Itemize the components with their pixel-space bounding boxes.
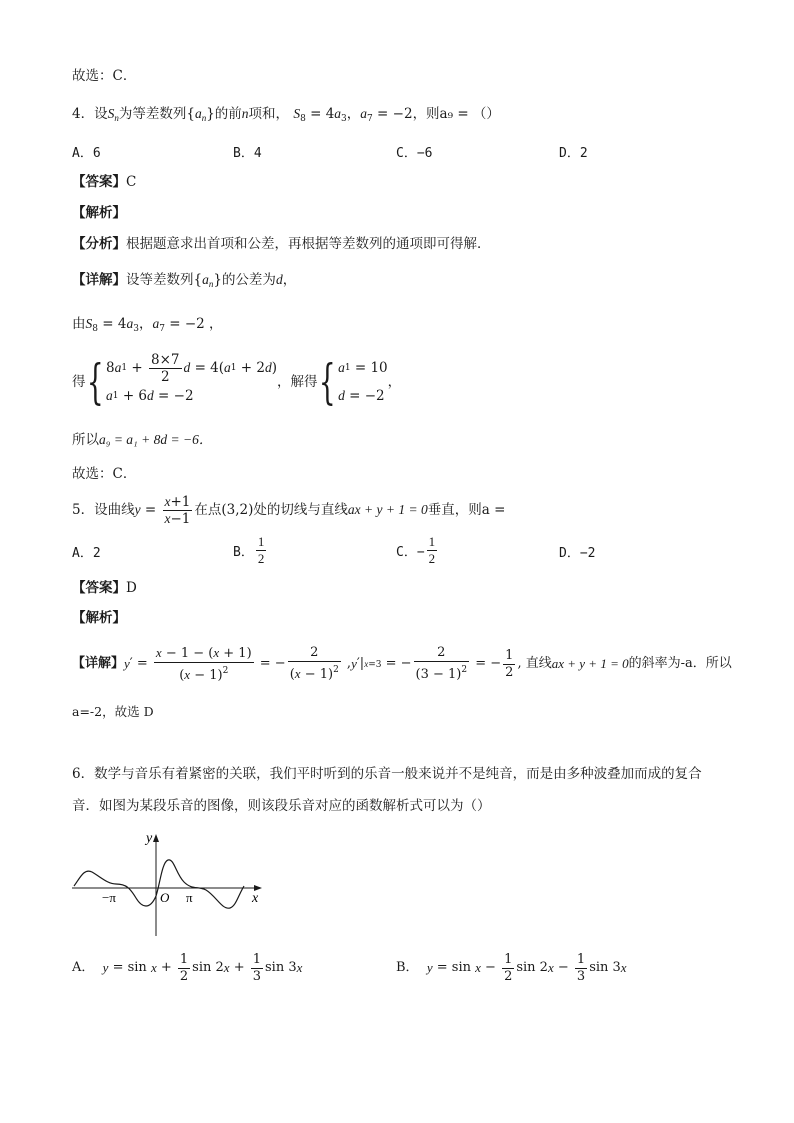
q5-option-b: B． $\frac{1}{2}$	[233, 534, 265, 566]
y-axis-label: y	[146, 831, 153, 846]
q4-option-b: B．4	[233, 146, 262, 161]
q5-analysis-label: 【解析】	[72, 610, 126, 626]
q5-option-c: C．− $\frac{1}{2}$	[396, 534, 436, 566]
q5-detail-conclusion: a=-2，故选 D	[72, 704, 154, 719]
q4-option-a: A．6	[72, 146, 101, 161]
q4-option-d: D．2	[559, 146, 588, 161]
x-axis-label: x	[252, 891, 259, 906]
q3-conclusion: 故选：C．	[72, 68, 137, 84]
q4-detail: 【详解】设等差数列$\{a_n\}$的公差为d，	[72, 272, 297, 289]
neg-pi-label: −π	[102, 890, 116, 905]
q4-equation-system: 得 { 8 a 1 + $\frac{8\times 7}{2}$ d = 4( a 1 + 2 d ) a 1 + 6 d = −2 ，解得 { a 1 = 10 d = −2 ，	[72, 351, 402, 410]
origin-label: O	[160, 890, 170, 905]
q5-stem: 5．设曲线 y = $\frac{x+1}{x-1}$ 在点 (3,2) 处的切线与直线 ax + y + 1 = 0 垂直，则a =	[72, 493, 506, 527]
q4-analysis-label: 【解析】	[72, 205, 126, 221]
pi-label: π	[186, 890, 193, 905]
q4-option-c: C．−6	[396, 146, 433, 161]
q6-option-b: B． y = sin x − $\frac{1}{2}$ sin 2 x − $\frac{1}{3}$ sin 3 x	[396, 951, 627, 984]
q4-given: 由$S_8 = 4a_3$，$a_7 = -2$ ，	[72, 316, 223, 334]
q6-waveform-graph	[72, 826, 272, 938]
q6-stem-line1: 6．数学与音乐有着紧密的关联，我们平时听到的乐音一般来说并不是纯音，而是由多种波叠加而成的复合	[72, 766, 702, 782]
y-axis-arrow	[153, 834, 159, 842]
q4-conclusion: 故选：C．	[72, 466, 137, 482]
q4-stem: 4．设$S_n$为等差数列$\{a_n\}$的前n项和， $S_8 = 4a_3$，$a_7 = -2$，则a₉ = （）	[72, 106, 500, 124]
q4-result: 所以a₉ = a₁ + 8d = −6．	[72, 432, 213, 448]
q4-fenxi: 【分析】根据题意求出首项和公差，再根据等差数列的通项即可得解．	[72, 236, 491, 252]
q5-option-d: D．−2	[559, 546, 596, 561]
waveform-curve	[74, 860, 244, 908]
q6-option-a: A． y = sin x + $\frac{1}{2}$ sin 2 x + $\frac{1}{3}$ sin 3 x	[72, 951, 303, 984]
q4-answer: 【答案】C	[72, 174, 137, 190]
q5-option-a: A．2	[72, 546, 101, 561]
q5-detail: 【详解】 y ′ = $\frac{x - 1 - (x + 1)}{(x - 1)^2}$ = − $\frac{2}{(x - 1)^2}$ , y ′| x=3 = − $\frac{2}{(3 - 1)^2}$ = − $\frac{1}{2}$ , 直线 ax + y + 1 = 0 的斜率为-a．所以	[72, 644, 732, 683]
q6-stem-line2: 音．如图为某段乐音的图像，则该段乐音对应的函数解析式可以为（）	[72, 798, 491, 814]
q5-answer: 【答案】D	[72, 580, 137, 596]
